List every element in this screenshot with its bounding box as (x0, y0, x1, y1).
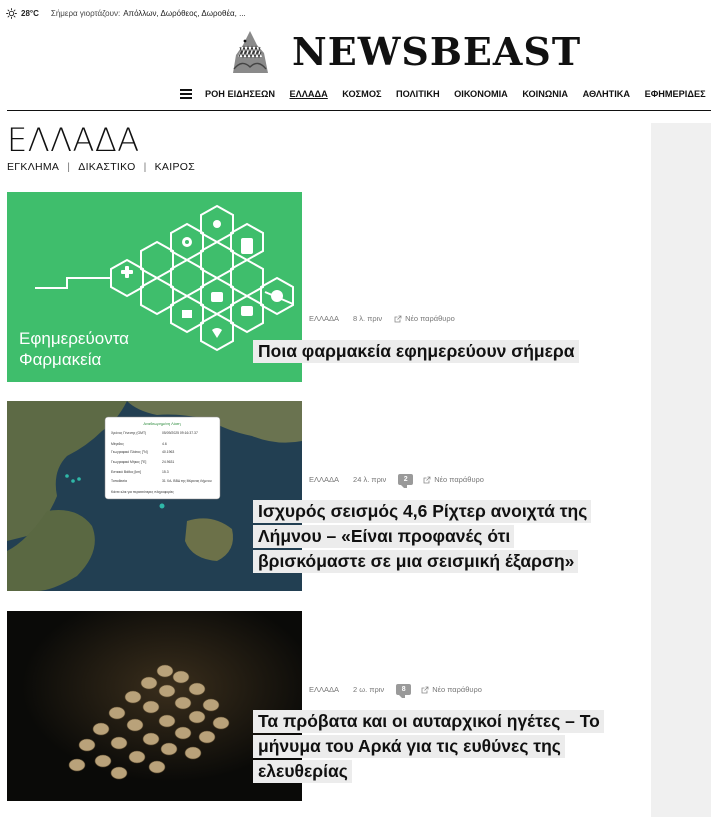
main-nav (180, 86, 706, 102)
top-bar (6, 5, 246, 21)
new-window-label[interactable]: Νέο παράθυρο (432, 685, 482, 694)
subnav-item-kairos[interactable]: ΚΑΙΡΟΣ (154, 161, 196, 173)
map-popup-label: Τοποθεσία (111, 479, 127, 483)
map-popup-value: 4.6 (162, 442, 167, 446)
sidebar-placeholder (651, 123, 711, 817)
map-popup-label: Εστιακό Βάθος [km] (111, 470, 141, 474)
comments-badge[interactable]: 8 (396, 684, 411, 695)
section-subnav (7, 161, 195, 173)
temperature: 28°C (21, 8, 39, 18)
map-popup-value: 15.3 (162, 470, 169, 474)
article-category[interactable]: ΕΛΛΑΔΑ (309, 685, 340, 694)
nav-item-ellada[interactable]: ΕΛΛΑΔΑ (289, 89, 328, 99)
new-window-icon[interactable] (421, 686, 429, 694)
map-popup-value: 31 Χιλ. ΒΒΔ της Μύρινας Λήμνου (162, 479, 212, 483)
namedays-label: Σήμερα γιορτάζουν: (50, 8, 121, 18)
nav-item-koinonia[interactable]: ΚΟΙΝΩΝΙΑ (522, 89, 569, 99)
article-title[interactable]: Τα πρόβατα και οι αυταρχικοί ηγέτες – Το μήνυμα του Αρκά για τις ευθύνες της ελευθερίας (253, 709, 623, 784)
nav-item-oikonomia[interactable]: ΟΙΚΟΝΟΜΙΑ (454, 89, 508, 99)
sun-icon (6, 8, 17, 19)
subnav-item-dikastiko[interactable]: ΔΙΚΑΣΤΙΚΟ (78, 161, 136, 173)
header-divider (7, 110, 711, 111)
site-logo[interactable] (230, 28, 581, 76)
nav-item-athlitika[interactable]: ΑΘΛΗΤΙΚΑ (582, 89, 631, 99)
article-category[interactable]: ΕΛΛΑΔΑ (309, 314, 340, 323)
shark-icon (230, 29, 270, 75)
map-popup-label: Γεωγραφικό Μήκος [°E] (111, 460, 147, 464)
new-window-label[interactable]: Νέο παράθυρο (434, 475, 484, 484)
article-time: 8 λ. πριν (353, 314, 383, 323)
article-time: 24 λ. πριν (353, 475, 387, 484)
article-time: 2 ω. πριν (353, 685, 385, 694)
image-caption-line1: Εφημερεύοντα (19, 329, 129, 348)
article-meta (309, 314, 455, 323)
map-popup-value: 40.1963 (162, 450, 175, 454)
hamburger-icon[interactable] (180, 89, 192, 99)
nav-item-efimerides[interactable]: ΕΦΗΜΕΡΙΔΕΣ (644, 89, 706, 99)
namedays-link[interactable]: Απόλλων, Δωρόθεος, Δωροθέα, ... (123, 8, 246, 18)
article-card (7, 611, 647, 801)
section-title: ΕΛΛΑΔΑ (7, 121, 140, 159)
comments-badge[interactable]: 2 (398, 474, 413, 485)
subnav-item-egklima[interactable]: ΕΓΚΛΗΜΑ (7, 161, 60, 173)
nav-item-roi-eidiseon[interactable]: ΡΟΗ ΕΙΔΗΣΕΩΝ (205, 89, 276, 99)
article-card (7, 401, 647, 591)
map-popup-value: 05/09/2025 09:16:37.37 (162, 431, 198, 435)
new-window-icon[interactable] (423, 476, 431, 484)
article-meta (309, 684, 482, 695)
article-title[interactable]: Ισχυρός σεισμός 4,6 Ρίχτερ ανοιχτά της Λήμνου – «Είναι προφανές ότι βρισκόμαστε σε μια σεισμική έξαρση» (253, 499, 603, 574)
subnav-separator: | (67, 161, 71, 173)
image-caption-line2: Φαρμακεία (19, 350, 102, 369)
map-popup-label: Χρόνος Γένεσης (GMT) (111, 431, 147, 435)
article-title[interactable]: Ποια φαρμακεία εφημερεύουν σήμερα (253, 339, 593, 364)
nav-item-politiki[interactable]: ΠΟΛΙΤΙΚΗ (395, 89, 440, 99)
map-popup-label: Μέγεθος (111, 442, 124, 446)
nav-item-kosmos[interactable]: ΚΟΣΜΟΣ (342, 89, 382, 99)
map-popup-link[interactable]: Κάντε κλικ για περισσότερες πληροφορίες (111, 490, 174, 494)
logo-wordmark: NEWSBEAST (292, 29, 582, 74)
map-popup-label: Γεωγραφικό Πλάτος [°N] (111, 450, 148, 454)
map-popup-heading: Αναθεωρημένη Λύση (143, 421, 181, 426)
subnav-separator: | (143, 161, 147, 173)
article-category[interactable]: ΕΛΛΑΔΑ (309, 475, 340, 484)
new-window-label[interactable]: Νέο παράθυρο (405, 314, 455, 323)
article-card (7, 192, 647, 382)
article-meta (309, 474, 484, 485)
map-popup-value: 24.9631 (162, 460, 175, 464)
new-window-icon[interactable] (394, 315, 402, 323)
